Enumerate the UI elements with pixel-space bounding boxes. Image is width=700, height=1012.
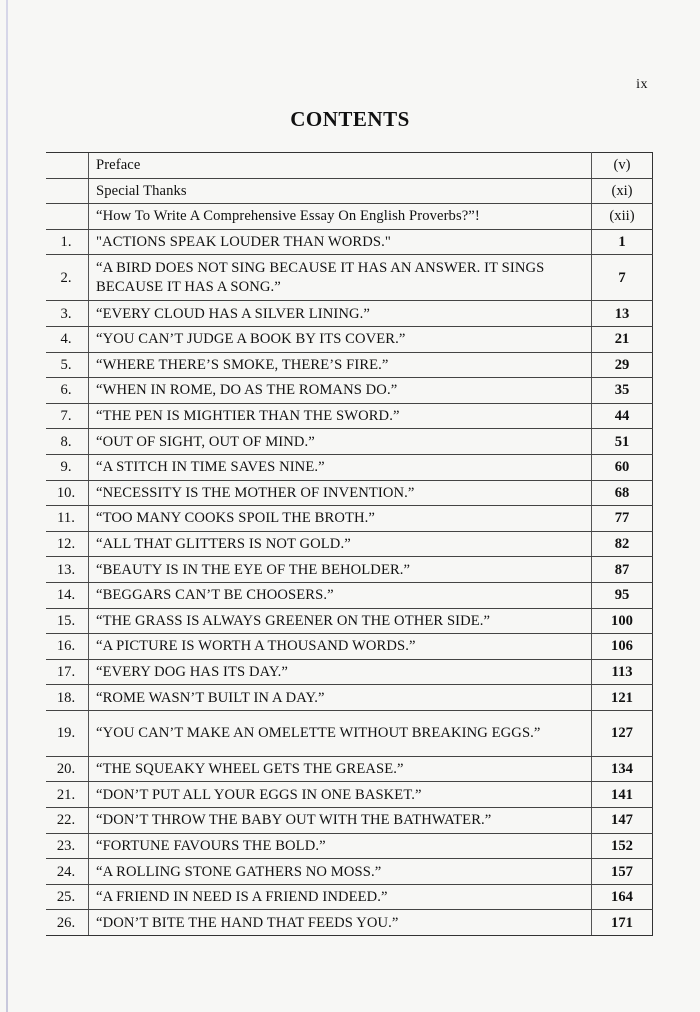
toc-entry-title [89,531,592,557]
toc-row [46,352,653,378]
toc-entry-page: 60 [592,454,653,480]
toc-entry-title-text: “OUT OF SIGHT, OUT OF MIND.” [96,433,315,450]
toc-entry-title-text: “THE SQUEAKY WHEEL GETS THE GREASE.” [96,761,404,778]
toc-entry-title [89,429,592,455]
toc-entry-number: 26. [46,910,89,936]
toc-entry-title-text: “A FRIEND IN NEED IS A FRIEND INDEED.” [96,889,388,906]
toc-entry-page: 164 [592,884,653,910]
toc-entry-title [89,378,592,404]
toc-entry-number: 9. [46,454,89,480]
toc-row [46,557,653,583]
toc-row [46,756,653,782]
toc-entry-page: 121 [592,685,653,711]
toc-row [46,659,653,685]
toc-row [46,582,653,608]
toc-row [46,480,653,506]
toc-entry-number: 1. [46,229,89,255]
toc-row [46,859,653,885]
toc-row [46,301,653,327]
toc-entry-page: 82 [592,531,653,557]
toc-entry-title-text: “YOU CAN’T MAKE AN OMELETTE WITHOUT BREAKING EGGS.” [96,724,541,741]
toc-row [46,782,653,808]
page-title: CONTENTS [290,107,410,131]
toc-entry-page: 21 [592,326,653,352]
toc-entry-number: 3. [46,301,89,327]
toc-entry-page: 157 [592,859,653,885]
toc-entry-number: 25. [46,884,89,910]
page-number: ix [636,77,648,92]
toc-entry-number: 15. [46,608,89,634]
toc-entry-title-text: “FORTUNE FAVOURS THE BOLD.” [96,837,326,854]
toc-entry-number [46,204,89,230]
toc-entry-title [89,808,592,834]
toc-row [46,884,653,910]
toc-entry-page: (v) [592,153,653,179]
toc-row [46,710,653,756]
toc-entry-title-text: “BEAUTY IS IN THE EYE OF THE BEHOLDER.” [96,561,411,578]
toc-entry-title [89,782,592,808]
toc-entry-page: 51 [592,429,653,455]
toc-entry-page: (xi) [592,178,653,204]
toc-entry-title-text: “ALL THAT GLITTERS IS NOT GOLD.” [96,536,351,553]
toc-entry-title-text: “YOU CAN’T JUDGE A BOOK BY ITS COVER.” [96,331,406,348]
toc-entry-title [89,884,592,910]
toc-row [46,429,653,455]
toc-entry-number: 4. [46,326,89,352]
toc-row [46,204,653,230]
toc-entry-number: 12. [46,531,89,557]
toc-entry-title [89,859,592,885]
toc-row [46,178,653,204]
toc-entry-number [46,153,89,179]
toc-entry-title [89,659,592,685]
toc-entry-page: 29 [592,352,653,378]
toc-entry-page: 44 [592,403,653,429]
toc-entry-page: 35 [592,378,653,404]
toc-entry-page: 13 [592,301,653,327]
toc-entry-title [89,229,592,255]
toc-entry-title [89,454,592,480]
toc-entry-title [89,710,592,756]
toc-entry-title-text: "ACTIONS SPEAK LOUDER THAN WORDS." [96,234,391,251]
toc-row [46,685,653,711]
toc-entry-number: 22. [46,808,89,834]
toc-entry-title [89,756,592,782]
toc-entry-title-text: “BEGGARS CAN’T BE CHOOSERS.” [96,587,334,604]
toc-entry-page: 141 [592,782,653,808]
toc-entry-title [89,582,592,608]
contents-table-body [46,153,653,936]
toc-entry-title [89,352,592,378]
toc-entry-title [89,204,592,230]
toc-entry-number: 23. [46,833,89,859]
toc-entry-title-text: “A PICTURE IS WORTH A THOUSAND WORDS.” [96,638,416,655]
toc-entry-title-text: “NECESSITY IS THE MOTHER OF INVENTION.” [96,484,415,501]
toc-row [46,326,653,352]
toc-entry-number: 2. [46,255,89,301]
toc-entry-number: 19. [46,710,89,756]
toc-entry-title [89,634,592,660]
toc-entry-title-text: “TOO MANY COOKS SPOIL THE BROTH.” [96,510,375,527]
toc-entry-page: 95 [592,582,653,608]
toc-row [46,531,653,557]
toc-entry-title-text: “DON’T PUT ALL YOUR EGGS IN ONE BASKET.” [96,786,422,803]
toc-entry-number: 14. [46,582,89,608]
toc-entry-title-text: “EVERY CLOUD HAS A SILVER LINING.” [96,305,370,322]
toc-entry-number: 5. [46,352,89,378]
toc-entry-number: 13. [46,557,89,583]
toc-entry-title-text: “THE PEN IS MIGHTIER THAN THE SWORD.” [96,408,400,425]
toc-entry-title [89,153,592,179]
toc-entry-page: 113 [592,659,653,685]
toc-entry-number: 20. [46,756,89,782]
toc-row [46,229,653,255]
toc-entry-number: 11. [46,506,89,532]
toc-entry-page: 77 [592,506,653,532]
toc-entry-title [89,403,592,429]
toc-row [46,910,653,936]
toc-entry-page: 68 [592,480,653,506]
toc-entry-title-text: “DON’T BITE THE HAND THAT FEEDS YOU.” [96,914,399,931]
toc-entry-number: 24. [46,859,89,885]
toc-entry-title [89,255,592,301]
toc-entry-number: 18. [46,685,89,711]
toc-entry-number: 6. [46,378,89,404]
toc-entry-page: 7 [592,255,653,301]
toc-entry-number: 21. [46,782,89,808]
toc-row [46,634,653,660]
toc-entry-page: 127 [592,710,653,756]
toc-entry-title [89,910,592,936]
toc-entry-title [89,480,592,506]
toc-entry-page: 134 [592,756,653,782]
toc-entry-title-text: “WHERE THERE’S SMOKE, THERE’S FIRE.” [96,356,389,373]
toc-entry-title [89,301,592,327]
toc-entry-page: 87 [592,557,653,583]
toc-row [46,608,653,634]
toc-entry-title-text: “THE GRASS IS ALWAYS GREENER ON THE OTHER SIDE.” [96,612,491,629]
toc-row [46,833,653,859]
toc-row [46,153,653,179]
toc-entry-page: 100 [592,608,653,634]
toc-entry-title-text: “A ROLLING STONE GATHERS NO MOSS.” [96,863,382,880]
toc-entry-number [46,178,89,204]
toc-entry-title [89,326,592,352]
toc-entry-page: 152 [592,833,653,859]
toc-entry-title-text: “DON’T THROW THE BABY OUT WITH THE BATHWATER.” [96,812,492,829]
toc-entry-title [89,557,592,583]
toc-entry-title-text: Special Thanks [96,182,187,199]
toc-entry-number: 8. [46,429,89,455]
toc-entry-page: 147 [592,808,653,834]
toc-entry-title [89,506,592,532]
toc-entry-title [89,178,592,204]
toc-row [46,506,653,532]
toc-entry-title-text: “How To Write A Comprehensive Essay On English Proverbs?”! [96,208,480,225]
toc-entry-number: 7. [46,403,89,429]
toc-entry-page: (xii) [592,204,653,230]
toc-entry-title-text: “ROME WASN’T BUILT IN A DAY.” [96,689,325,706]
toc-entry-title-text: Preface [96,157,141,174]
toc-entry-number: 16. [46,634,89,660]
toc-entry-number: 17. [46,659,89,685]
toc-entry-title [89,833,592,859]
toc-row [46,403,653,429]
toc-row [46,255,653,301]
toc-entry-number: 10. [46,480,89,506]
toc-entry-page: 106 [592,634,653,660]
toc-row [46,454,653,480]
toc-entry-page: 171 [592,910,653,936]
toc-entry-title-text: “WHEN IN ROME, DO AS THE ROMANS DO.” [96,382,398,399]
contents-table [46,152,653,936]
toc-entry-page: 1 [592,229,653,255]
page-edge [6,0,8,1012]
toc-entry-title [89,685,592,711]
toc-entry-title [89,608,592,634]
toc-row [46,378,653,404]
toc-entry-title-text: “A BIRD DOES NOT SING BECAUSE IT HAS AN ANSWER. IT SINGS BECAUSE IT HAS A SONG.” [96,259,545,295]
toc-entry-title-text: “EVERY DOG HAS ITS DAY.” [96,663,288,680]
toc-row [46,808,653,834]
toc-entry-title-text: “A STITCH IN TIME SAVES NINE.” [96,459,325,476]
